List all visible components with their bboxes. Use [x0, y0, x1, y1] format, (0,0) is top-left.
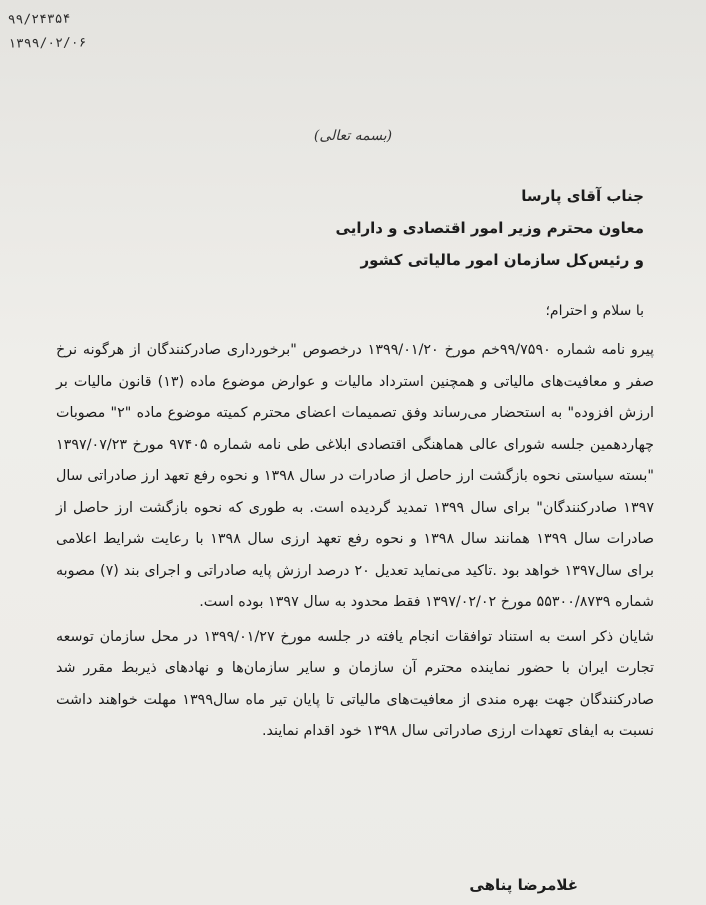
body-paragraph-2: شایان ذکر است به استناد توافقات انجام یافته در جلسه مورخ ۱۳۹۹/۰۱/۲۷ در محل سازمان توسعه تجارت ایران با حضور نماینده محترم آن سازمان و سایر سازمان‌ها و نهادهای ذیربط مقرر شد صادرکنندگان جهت بهره مندی از معافیت‌های مالیاتی تا پایان تیر ماه سال۱۳۹۹ مهلت خواهند داشت نسبت به ایفای تعهدات ارزی صادراتی سال ۱۳۹۸ خود اقدام نمایند. — [56, 628, 654, 739]
reference-date: ۱۳۹۹/۰۲/۰۶ — [8, 35, 87, 52]
recipient-name: جناب آقای پارسا — [521, 187, 644, 205]
recipient-block — [44, 180, 644, 276]
bismillah-heading: (بسمه تعالی) — [313, 128, 393, 144]
signature-name: غلامرضا پناهی — [469, 876, 578, 894]
letter-body — [56, 335, 654, 748]
reference-number: ۹۹/۲۴۳۵۴ — [7, 11, 71, 28]
reference-block — [8, 7, 87, 56]
recipient-title-2: و رئیس‌کل سازمان امور مالیاتی کشور — [360, 251, 644, 269]
recipient-title-1: معاون محترم وزیر امور اقتصادی و دارایی — [335, 219, 644, 237]
body-paragraph-1: پیرو نامه شماره ۹۹/۷۵۹۰خم مورخ ۱۳۹۹/۰۱/۲۰ درخصوص "برخورداری صادرکنندگان از هرگونه نرخ صفر و معافیت‌های مالیاتی و همچنین استرداد مالیات و عوارض موضوع ماده (۱۳) قانون مالیات بر ارزش افزوده" به استحضار می‌رساند وفق تصمیمات اعضای محترم کمیته موضوع ماده "۲" مصوبات چهاردهمین جلسه شورای عالی هماهنگی اقتصادی ابلاغی طی نامه شماره ۹۷۴۰۵ مورخ ۱۳۹۷/۰۷/۲۳ "بسته سیاستی نحوه بازگشت ارز حاصل از صادرات در سال ۱۳۹۸ و نحوه رفع تعهد ارز صادراتی سال ۱۳۹۷ صادرکنندگان" برای سال ۱۳۹۹ تمدید گردیده است. به طوری که نحوه بازگشت ارز حاصل از صادرات سال ۱۳۹۹ همانند سال ۱۳۹۸ و نحوه رفع تعهد ارزی سال ۱۳۹۸ با رعایت شرایط اعلامی برای سال۱۳۹۷ خواهد بود .تاکید می‌نماید تعدیل ۲۰ درصد ارزش پایه صادراتی و اجرای بند (۷) مصوبه شماره ۵۵۳۰۰/۸۷۳۹ مورخ ۱۳۹۷/۰۲/۰۲ فقط محدود به سال ۱۳۹۷ بوده است. — [56, 342, 655, 610]
greeting: با سلام و احترام؛ — [545, 303, 644, 319]
